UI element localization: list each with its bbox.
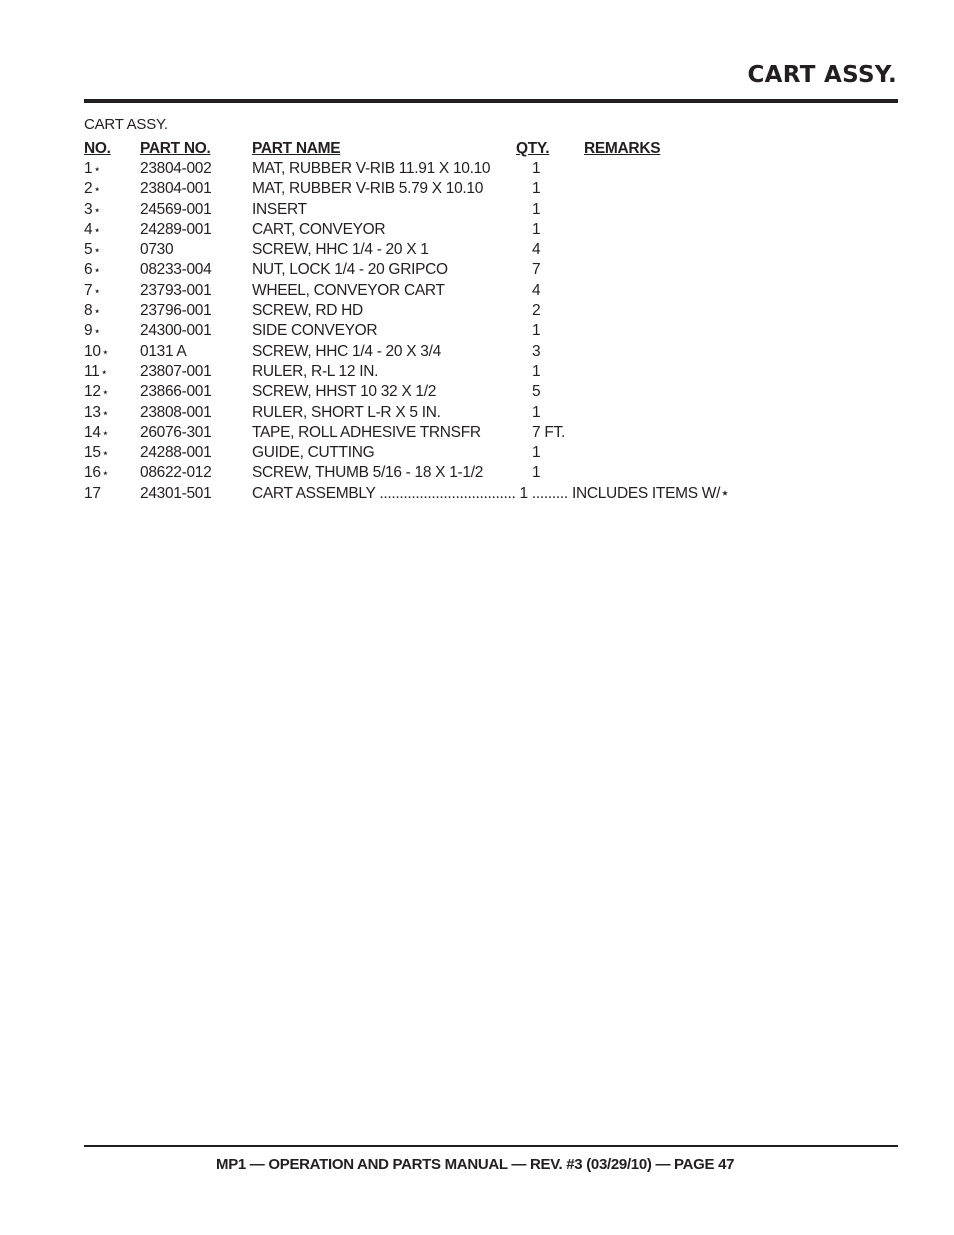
quantity: 1 (532, 362, 541, 380)
quantity: 7 FT. (532, 423, 565, 441)
item-no: 4 ⋆ (84, 220, 101, 240)
header-no: NO. (84, 140, 111, 157)
quantity: 1 (532, 444, 541, 462)
item-no: 2 ⋆ (84, 179, 101, 199)
part-name: SCREW, HHST 10 32 X 1/2 (252, 383, 437, 401)
item-no: 12 ⋆ (84, 382, 109, 402)
item-no: 3 ⋆ (84, 200, 101, 220)
item-no: 15 ⋆ (84, 443, 109, 463)
part-number: 23866-001 (140, 383, 212, 401)
item-no: 9 ⋆ (84, 321, 101, 341)
quantity: 1 (532, 220, 541, 238)
part-name: RULER, SHORT L-R X 5 IN. (252, 403, 441, 421)
assembly-no: 17 (84, 484, 101, 502)
quantity: 7 (532, 261, 541, 279)
part-name: MAT, RUBBER V-RIB 5.79 X 10.10 (252, 180, 484, 198)
part-number: 23808-001 (140, 403, 212, 421)
part-number: 24289-001 (140, 220, 212, 238)
header-remarks: REMARKS (584, 140, 661, 157)
item-no: 5 ⋆ (84, 240, 101, 260)
header-qty: QTY. (516, 140, 550, 157)
page-title: CART ASSY. (747, 62, 897, 88)
part-name: SCREW, RD HD (252, 302, 363, 320)
part-number: 23793-001 (140, 281, 212, 299)
part-name: GUIDE, CUTTING (252, 444, 375, 462)
part-name: SCREW, HHC 1/4 - 20 X 3/4 (252, 342, 441, 360)
assembly-part-no: 24301-501 (140, 484, 212, 502)
part-number: 24300-001 (140, 322, 212, 340)
part-name: CART, CONVEYOR (252, 220, 386, 238)
part-number: 0730 (140, 241, 174, 259)
quantity: 3 (532, 342, 541, 360)
page-footer: MP1 — OPERATION AND PARTS MANUAL — REV. #3 (03/29/10) — PAGE 47 (216, 1156, 735, 1173)
item-no: 16 ⋆ (84, 463, 109, 483)
part-name: SIDE CONVEYOR (252, 322, 378, 340)
item-no: 6 ⋆ (84, 260, 101, 280)
item-no: 8 ⋆ (84, 301, 101, 321)
part-name: NUT, LOCK 1/4 - 20 GRIPCO (252, 261, 448, 279)
part-name: INSERT (252, 200, 307, 218)
part-name: SCREW, THUMB 5/16 - 18 X 1-1/2 (252, 464, 484, 482)
part-name: MAT, RUBBER V-RIB 11.91 X 10.10 (252, 160, 491, 177)
part-number: 24569-001 (140, 200, 212, 218)
header-part-no: PART NO. (140, 140, 211, 157)
bottom-divider (84, 1145, 898, 1147)
item-no: 10 ⋆ (84, 342, 109, 362)
quantity: 2 (532, 302, 541, 320)
item-no: 13 ⋆ (84, 403, 109, 423)
part-number: 24288-001 (140, 444, 212, 462)
item-no: 7 ⋆ (84, 281, 101, 301)
quantity: 1 (532, 322, 541, 340)
item-no: 14 ⋆ (84, 423, 109, 443)
part-number: 23804-002 (140, 160, 212, 177)
item-no: 11 ⋆ (84, 362, 108, 382)
quantity: 1 (532, 160, 541, 177)
header-part-name: PART NAME (252, 140, 341, 157)
quantity: 5 (532, 383, 541, 401)
quantity: 1 (532, 464, 541, 482)
quantity: 4 (532, 281, 541, 299)
part-name: SCREW, HHC 1/4 - 20 X 1 (252, 241, 429, 259)
part-number: 23807-001 (140, 362, 212, 380)
part-number: 08233-004 (140, 261, 212, 279)
part-number: 26076-301 (140, 423, 212, 441)
part-number: 23804-001 (140, 180, 212, 198)
item-no: 1 ⋆ (84, 159, 101, 179)
part-number: 0131 A (140, 342, 187, 360)
part-name: RULER, R-L 12 IN. (252, 362, 379, 380)
part-name: WHEEL, CONVEYOR CART (252, 281, 445, 299)
top-divider (84, 99, 898, 103)
section-label: CART ASSY. (84, 116, 168, 133)
part-number: 08622-012 (140, 464, 212, 482)
quantity: 4 (532, 241, 541, 259)
quantity: 1 (532, 403, 541, 421)
quantity: 1 (532, 200, 541, 218)
part-number: 23796-001 (140, 302, 212, 320)
assembly-description: CART ASSEMBLY .................................. 1 ......... INCLUDES ITEMS W/⋆ (252, 484, 730, 502)
quantity: 1 (532, 180, 541, 198)
part-name: TAPE, ROLL ADHESIVE TRNSFR (252, 423, 481, 441)
